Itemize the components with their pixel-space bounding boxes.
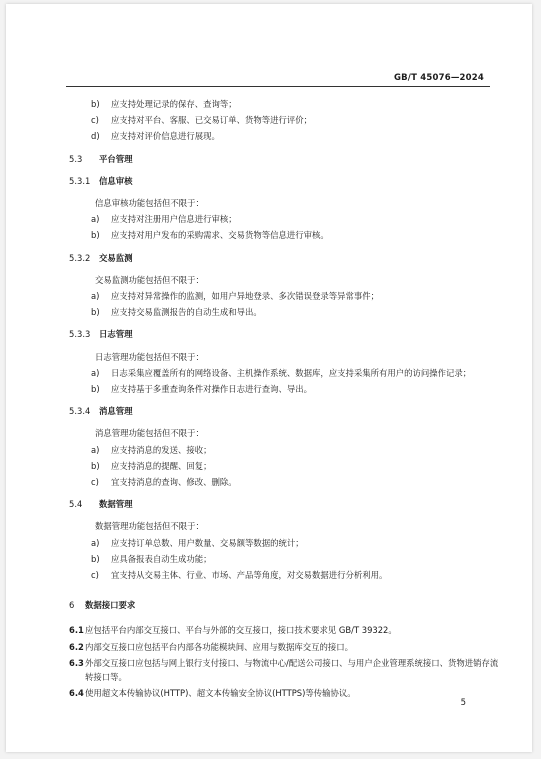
list-item: [69, 96, 499, 112]
section-number: 5.3.3: [69, 329, 91, 340]
list-marker: a): [91, 537, 100, 548]
list-text: 应支持处理记录的保存、查询等；: [111, 99, 237, 109]
list-item: [69, 304, 499, 320]
list-marker: b): [91, 553, 100, 564]
list-text: 应支持对用户发布的采购需求、交易货物等信息进行审核。: [111, 230, 329, 241]
list-text: 应支持消息的提醒、回复；: [111, 460, 212, 471]
list-item: [69, 227, 499, 243]
document-page: [6, 4, 532, 752]
chapter-heading-6: [69, 597, 499, 613]
list-text: 宜支持从交易主体、行业、市场、产品等角度，对交易数据进行分析利用。: [111, 570, 388, 581]
list-text: 应支持订单总数、用户数量、交易额等数据的统计；: [111, 537, 304, 548]
list-text: 应具备报表自动生成功能；: [111, 553, 212, 564]
section-intro: 交易监测功能包括但不限于：: [95, 274, 204, 285]
clause-number: 6.3: [69, 657, 84, 668]
clause-text: 外部交互接口应包括与网上银行支付接口、与物流中心/配送公司接口、与用户企业管理系统接口、货物进销存流转接口等。: [85, 657, 499, 683]
list-item: [69, 535, 499, 551]
list-text: 应支持对注册用户信息进行审核；: [111, 214, 237, 225]
section-title: 交易监测: [99, 252, 133, 263]
list-text: 宜支持消息的查询、修改、删除。: [111, 477, 237, 488]
list-marker: b): [91, 99, 100, 109]
section-number: 5.4: [69, 499, 83, 510]
clause-number: 6.4: [69, 688, 84, 699]
list-marker: a): [91, 291, 100, 302]
list-marker: a): [91, 367, 100, 378]
list-text: 应支持消息的发送、接收；: [111, 444, 212, 455]
section-number: 5.3.4: [69, 406, 91, 417]
section-heading-5-3-4: [69, 403, 499, 419]
list-marker: b): [91, 307, 100, 318]
list-item: [69, 112, 499, 128]
list-item: [69, 567, 499, 583]
requirement-clause: [69, 622, 499, 638]
requirement-clause: [69, 655, 499, 685]
requirement-clause: [69, 685, 499, 701]
section-title: 信息审核: [99, 175, 133, 186]
list-item: [69, 211, 499, 227]
section-intro: 消息管理功能包括但不限于：: [95, 428, 204, 439]
section-heading-5-3-1: [69, 173, 499, 189]
section-number: 6: [69, 600, 75, 611]
header-divider: [66, 86, 490, 87]
list-marker: c): [91, 570, 99, 581]
list-marker: c): [91, 477, 99, 488]
page-content: [69, 96, 499, 701]
list-item: [69, 458, 499, 474]
list-marker: d): [91, 131, 100, 142]
clause-text: 使用超文本传输协议(HTTP)、超文本传输安全协议(HTTPS)等传输协议。: [85, 688, 356, 699]
section-intro: 信息审核功能包括但不限于：: [95, 198, 204, 209]
standard-code: GB/T 45076—2024: [393, 73, 484, 83]
list-item: [69, 288, 499, 304]
list-item: [69, 551, 499, 567]
clause-number: 6.1: [69, 625, 84, 636]
requirement-clause: [69, 639, 499, 655]
list-text: 应支持对异常操作的监测，如用户异地登录、多次错误登录等异常事件；: [111, 291, 379, 302]
list-marker: c): [91, 115, 99, 126]
list-marker: b): [91, 460, 100, 471]
section-heading-5-3: [69, 151, 499, 167]
clause-text: 应包括平台内部交互接口、平台与外部的交互接口，接口技术要求见 GB/T 39322。: [85, 625, 397, 636]
list-item: [69, 474, 499, 490]
clause-text: 内部交互接口应包括平台内部各功能模块间、应用与数据库交互的接口。: [85, 641, 353, 652]
section-heading-5-4: [69, 496, 499, 512]
clause-number: 6.2: [69, 641, 84, 652]
list-text: 应支持基于多重查询条件对操作日志进行查询、导出。: [111, 384, 312, 395]
list-item: [69, 442, 499, 458]
section-number: 5.3.2: [69, 252, 91, 263]
list-text: 应支持对评价信息进行展现。: [111, 131, 220, 142]
list-marker: a): [91, 444, 100, 455]
section-title: 平台管理: [99, 153, 133, 164]
page-number: 5: [460, 698, 466, 708]
section-intro: 日志管理功能包括但不限于：: [95, 351, 204, 362]
list-text: 日志采集应覆盖所有的网络设备、主机操作系统、数据库，应支持采集所有用户的访问操作记录；: [111, 367, 472, 378]
list-marker: b): [91, 230, 100, 241]
section-title: 日志管理: [99, 329, 133, 340]
section-number: 5.3.1: [69, 175, 91, 186]
list-item: [69, 128, 499, 144]
list-item: [69, 381, 499, 397]
list-text: 应支持对平台、客服、已交易订单、货物等进行评价；: [111, 115, 312, 126]
section-heading-5-3-3: [69, 326, 499, 342]
list-marker: b): [91, 384, 100, 395]
section-title: 消息管理: [99, 406, 133, 417]
section-title: 数据接口要求: [85, 600, 136, 611]
section-intro: 数据管理功能包括但不限于：: [95, 521, 204, 532]
list-item: [69, 365, 499, 381]
list-text: 应支持交易监测报告的自动生成和导出。: [111, 307, 262, 318]
section-heading-5-3-2: [69, 250, 499, 266]
section-title: 数据管理: [99, 499, 133, 510]
list-marker: a): [91, 214, 100, 225]
section-number: 5.3: [69, 153, 83, 164]
